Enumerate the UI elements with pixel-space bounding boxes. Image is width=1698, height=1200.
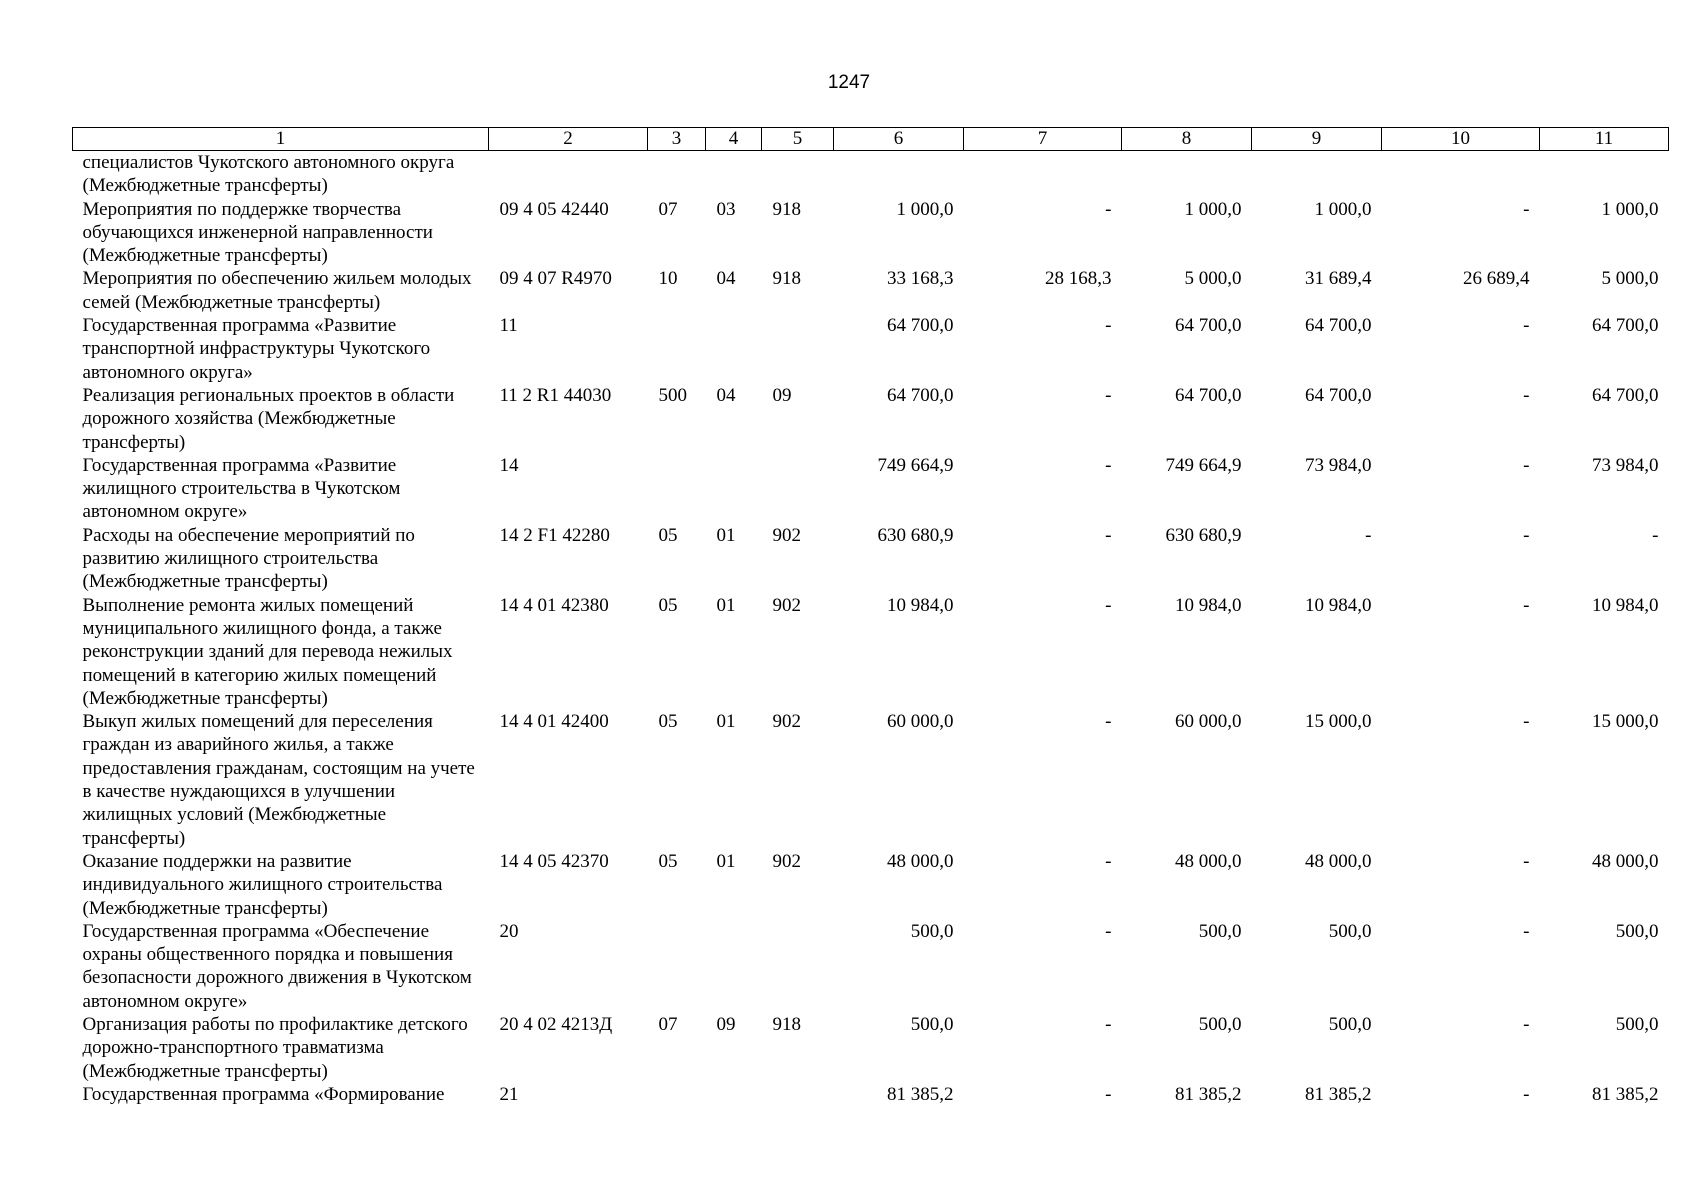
administrator-code [762,454,834,524]
table-row [73,524,1669,594]
value-col-7: - [1105,524,1112,546]
value-col-11: 48 000,0 [1592,850,1659,872]
table-row [73,1013,1669,1083]
section-code: 05 [658,594,678,616]
value-col-9: 10 984,0 [1305,594,1372,616]
budget-code: 21 [499,1083,519,1105]
value-col-7: - [1105,594,1112,616]
value-col-6: 33 168,3 [887,268,954,290]
subsection-code: 04 [716,384,736,406]
value-col-8: 5 000,0 [1184,268,1242,290]
value-col-6: 81 385,2 [887,1083,954,1105]
value-col-9: 73 984,0 [1305,454,1372,476]
section-code [648,314,706,384]
value-col-7: - [1105,1013,1112,1035]
section-code [648,920,706,1013]
table-row [73,384,1669,454]
column-header-10: 10 [1382,128,1540,151]
value-col-7: - [1105,198,1112,220]
table-row [73,151,1669,198]
value-col-10: - [1523,454,1530,476]
section-code [648,1083,706,1106]
table-row [73,710,1669,850]
value-col-10: - [1523,384,1530,406]
budget-code: 20 4 02 4213Д [499,1013,613,1035]
value-col-8: 630 680,9 [1165,524,1242,546]
value-col-7: - [1105,920,1112,942]
value-col-9: 15 000,0 [1305,711,1372,733]
value-col-8: 64 700,0 [1175,384,1242,406]
row-name: Оказание поддержки на развитие индивидуального жилищного строительства (Межбюджетные трансферты) [82,850,443,919]
budget-code: 14 4 05 42370 [499,850,609,872]
value-col-6: 64 700,0 [887,384,954,406]
administrator-code [762,151,834,198]
table-row [73,454,1669,524]
value-col-8: 60 000,0 [1175,711,1242,733]
value-col-6: 500,0 [910,1013,954,1035]
budget-code: 09 4 07 R4970 [499,268,612,290]
column-header-11: 11 [1540,128,1669,151]
subsection-code: 09 [716,1013,736,1035]
value-col-11: 64 700,0 [1592,315,1659,337]
section-code: 10 [658,268,678,290]
value-col-7: - [1105,850,1112,872]
row-name: Государственная программа «Обеспечение охраны общественного порядка и повышения безопасности дорожного движения в Чукотском автономном округе» [82,920,472,1012]
section-code [648,151,706,198]
value-col-10: - [1523,1013,1530,1035]
value-col-9: 48 000,0 [1305,850,1372,872]
column-header-5: 5 [762,128,834,151]
administrator-code [762,920,834,1013]
budget-code [489,151,648,198]
section-code: 05 [658,850,678,872]
value-col-11: 1 000,0 [1601,198,1659,220]
administrator-code [762,314,834,384]
header-row [73,128,1669,151]
budget-code: 14 [499,454,519,476]
column-header-9: 9 [1252,128,1382,151]
table-row [73,1083,1669,1106]
administrator-code: 918 [772,268,801,290]
value-col-9 [1252,151,1382,198]
value-col-10: - [1523,850,1530,872]
table-row [73,314,1669,384]
row-name: Реализация региональных проектов в области дорожного хозяйства (Межбюджетные трансферты) [82,384,455,453]
value-col-10: - [1523,315,1530,337]
value-col-8: 500,0 [1198,920,1242,942]
budget-code: 09 4 05 42440 [499,198,609,220]
value-col-7: - [1105,454,1112,476]
subsection-code [706,314,762,384]
value-col-11: 81 385,2 [1592,1083,1659,1105]
value-col-10: - [1523,594,1530,616]
value-col-9: 31 689,4 [1305,268,1372,290]
subsection-code: 01 [716,711,736,733]
value-col-6: 48 000,0 [887,850,954,872]
value-col-11: 5 000,0 [1601,268,1659,290]
table-row [73,267,1669,314]
value-col-8: 10 984,0 [1175,594,1242,616]
column-header-6: 6 [834,128,964,151]
column-header-1: 1 [73,128,489,151]
column-header-4: 4 [706,128,762,151]
value-col-11: 10 984,0 [1592,594,1659,616]
value-col-10: - [1523,198,1530,220]
column-header-7: 7 [964,128,1122,151]
subsection-code [706,920,762,1013]
value-col-11 [1540,151,1669,198]
column-header-3: 3 [648,128,706,151]
value-col-9: 500,0 [1328,1013,1372,1035]
value-col-9: - [1365,524,1372,546]
row-name: Организация работы по профилактике детского дорожно-транспортного травматизма (Межбюджетные трансферты) [82,1013,468,1082]
value-col-11: - [1652,524,1659,546]
value-col-9: 64 700,0 [1305,315,1372,337]
section-code: 05 [658,711,678,733]
value-col-10: 26 689,4 [1463,268,1530,290]
subsection-code [706,454,762,524]
value-col-9: 81 385,2 [1305,1083,1372,1105]
administrator-code: 918 [772,1013,801,1035]
value-col-9: 500,0 [1328,920,1372,942]
section-code: 05 [658,524,678,546]
column-header-2: 2 [489,128,648,151]
value-col-6: 10 984,0 [887,594,954,616]
value-col-7: - [1105,315,1112,337]
subsection-code [706,151,762,198]
value-col-8: 81 385,2 [1175,1083,1242,1105]
budget-code: 14 4 01 42400 [499,711,609,733]
value-col-6 [834,151,964,198]
row-name: Государственная программа «Развитие транспортной инфраструктуры Чукотского автономного округа» [82,315,431,383]
row-name: Мероприятия по обеспечению жильем молодых семей (Межбюджетные трансферты) [82,268,472,313]
row-name: Государственная программа «Развитие жилищного строительства в Чукотском автономном округе» [82,454,401,523]
table-row [73,594,1669,710]
value-col-8: 64 700,0 [1175,315,1242,337]
budget-code: 14 2 F1 42280 [499,524,610,546]
value-col-6: 1 000,0 [896,198,954,220]
administrator-code [762,1083,834,1106]
row-name: Расходы на обеспечение мероприятий по развитию жилищного строительства (Межбюджетные трансферты) [82,524,415,593]
row-name: Выкуп жилых помещений для переселения граждан из аварийного жилья, а также предоставления гражданам, состоящим на учете в качестве нуждающихся в улучшении жилищных условий (Межбюджетные трансферты) [82,711,475,849]
value-col-8 [1122,151,1252,198]
value-col-11: 500,0 [1615,1013,1659,1035]
value-col-10: - [1523,1083,1530,1105]
value-col-11: 64 700,0 [1592,384,1659,406]
value-col-11: 500,0 [1615,920,1659,942]
value-col-6: 500,0 [910,920,954,942]
administrator-code: 902 [772,594,801,616]
value-col-8: 48 000,0 [1175,850,1242,872]
value-col-7: - [1105,711,1112,733]
section-code: 07 [658,1013,678,1035]
page-number: 1247 [827,72,871,93]
value-col-10: - [1523,711,1530,733]
row-name: специалистов Чукотского автономного округа (Межбюджетные трансферты) [82,152,455,197]
value-col-6: 64 700,0 [887,315,954,337]
budget-code: 11 [499,315,518,337]
table-body [73,151,1669,1107]
value-col-10: - [1523,524,1530,546]
value-col-7: 28 168,3 [1045,268,1112,290]
administrator-code: 09 [772,384,792,406]
budget-code: 11 2 R1 44030 [499,384,612,406]
table-row [73,920,1669,1013]
section-code: 07 [658,198,678,220]
value-col-7: - [1105,1083,1112,1105]
table-row [73,198,1669,268]
column-header-8: 8 [1122,128,1252,151]
row-name: Выполнение ремонта жилых помещений муниципального жилищного фонда, а также реконструкции зданий для перевода нежилых помещений в категорию жилых помещений (Межбюджетные трансферты) [82,594,453,709]
value-col-9: 64 700,0 [1305,384,1372,406]
value-col-6: 749 664,9 [877,454,954,476]
value-col-7 [964,151,1122,198]
value-col-6: 630 680,9 [877,524,954,546]
budget-code: 14 4 01 42380 [499,594,609,616]
row-name: Государственная программа «Формирование [82,1083,445,1105]
subsection-code: 01 [716,850,736,872]
row-name: Мероприятия по поддержке творчества обучающихся инженерной направленности (Межбюджетные трансферты) [82,198,433,267]
table-header [73,128,1669,151]
section-code [648,454,706,524]
value-col-10 [1382,151,1540,198]
subsection-code [706,1083,762,1106]
table-row [73,850,1669,920]
value-col-11: 15 000,0 [1592,711,1659,733]
administrator-code: 902 [772,711,801,733]
administrator-code: 918 [772,198,801,220]
subsection-code: 01 [716,594,736,616]
value-col-10: - [1523,920,1530,942]
section-code: 500 [658,384,687,406]
subsection-code: 03 [716,198,736,220]
administrator-code: 902 [772,524,801,546]
value-col-8: 749 664,9 [1165,454,1242,476]
administrator-code: 902 [772,850,801,872]
value-col-8: 1 000,0 [1184,198,1242,220]
value-col-7: - [1105,384,1112,406]
value-col-8: 500,0 [1198,1013,1242,1035]
subsection-code: 04 [716,268,736,290]
budget-table [72,127,1669,1106]
budget-code: 20 [499,920,519,942]
value-col-9: 1 000,0 [1314,198,1372,220]
value-col-11: 73 984,0 [1592,454,1659,476]
subsection-code: 01 [716,524,736,546]
value-col-6: 60 000,0 [887,711,954,733]
